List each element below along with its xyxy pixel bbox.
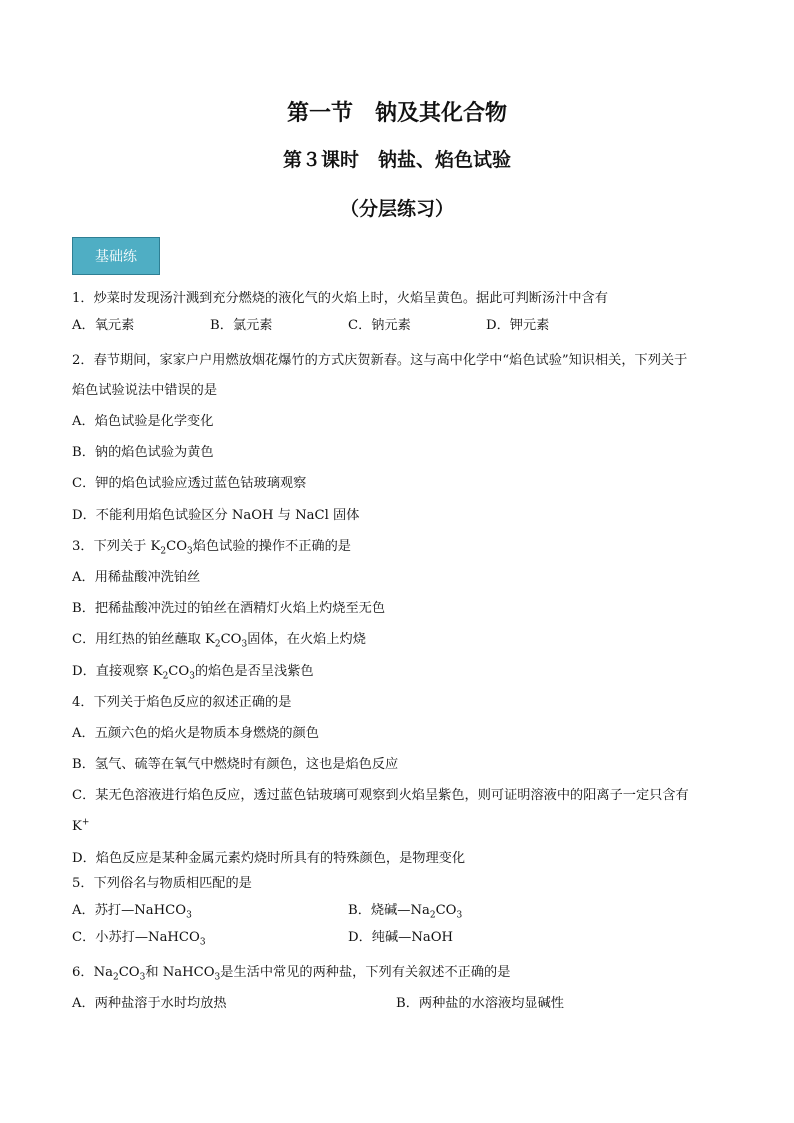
q3-stem-text-1: 3．下列关于 K xyxy=(72,539,161,554)
q6-stem-text-2: CO xyxy=(118,965,140,980)
q5-option-b-text-1: B．烧碱—Na xyxy=(348,903,430,918)
q3-option-b: B．把稀盐酸冲洗过的铂丝在酒精灯火焰上灼烧至无色 xyxy=(72,601,386,616)
q4-option-c-ion: K xyxy=(72,819,82,834)
q4-option-b: B．氢气、硫等在氧气中燃烧时有颜色，这也是焰色反应 xyxy=(72,757,399,772)
q3-option-c-text-3: 固体，在火焰上灼烧 xyxy=(247,632,366,647)
q6-stem-text-3: 和 NaHCO xyxy=(145,965,215,980)
q3-option-c-sub-1: 2 xyxy=(214,639,221,650)
q4-option-a: A．五颜六色的焰火是物质本身燃烧的颜色 xyxy=(72,726,319,741)
q2-option-b: B．钠的焰色试验为黄色 xyxy=(72,445,214,460)
q3-stem xyxy=(72,538,351,556)
q3-option-c xyxy=(72,631,366,649)
q5-option-b-sub-2: 3 xyxy=(456,910,463,921)
section-title: 第一节 钠及其化合物 xyxy=(286,101,507,126)
lesson-title: 第３课时 钠盐、焰色试验 xyxy=(282,149,511,171)
q6-option-a: A．两种盐溶于水时均放热 xyxy=(72,996,227,1011)
q2-stem-line2: 焰色试验说法中错误的是 xyxy=(72,383,218,398)
q5-option-a xyxy=(72,902,192,920)
q2-option-c: C．钾的焰色试验应透过蓝色钴玻璃观察 xyxy=(72,476,307,491)
q5-option-b-sub-1: 2 xyxy=(429,910,436,921)
q4-option-d: D．焰色反应是某种金属元素灼烧时所具有的特殊颜色，是物理变化 xyxy=(72,851,466,866)
q3-option-c-text-2: CO xyxy=(220,632,242,647)
q5-option-b-text-2: CO xyxy=(435,903,457,918)
exercise-subtitle: （分层练习） xyxy=(339,198,454,220)
q1-option-a: A．氧元素 xyxy=(72,318,135,333)
q3-stem-sub-2: 3 xyxy=(187,546,193,557)
q1-option-c: C．钠元素 xyxy=(348,318,411,333)
q5-option-c-text: C．小苏打—NaHCO xyxy=(72,930,200,945)
q6-stem-sub-3: 3 xyxy=(214,972,221,983)
q3-option-a: A．用稀盐酸冲洗铂丝 xyxy=(72,570,201,585)
q1-stem: 1．炒菜时发现汤汁溅到充分燃烧的液化气的火焰上时，火焰呈黄色。据此可判断汤汁中含有 xyxy=(72,291,608,306)
section-badge-basic: 基础练 xyxy=(72,237,160,275)
q3-option-c-text-1: C．用红热的铂丝蘸取 K xyxy=(72,632,215,647)
q5-option-d: D．纯碱—NaOH xyxy=(348,930,454,945)
q3-option-d-text-2: CO xyxy=(168,664,190,679)
q3-option-d-sub-1: 2 xyxy=(162,671,169,682)
q4-option-c-line1: C．某无色溶液进行焰色反应，透过蓝色钴玻璃可观察到火焰呈紫色，则可证明溶液中的阳离子一定只含有 xyxy=(72,788,689,803)
q4-stem: 4．下列关于焰色反应的叙述正确的是 xyxy=(72,695,292,710)
q6-stem-sub-1: 2 xyxy=(112,972,119,983)
q3-option-d-text-3: 的焰色是否呈浅紫色 xyxy=(194,664,314,679)
q2-option-a: A．焰色试验是化学变化 xyxy=(72,414,214,429)
q1-option-d: D．钾元素 xyxy=(486,318,550,333)
q3-option-d-text-1: D．直接观察 K xyxy=(72,664,163,679)
q3-stem-text-2: CO xyxy=(166,539,188,554)
q5-stem: 5．下列俗名与物质相匹配的是 xyxy=(72,876,252,891)
q6-stem xyxy=(72,964,510,982)
q5-option-c-sub: 3 xyxy=(199,937,206,948)
q6-option-b: B．两种盐的水溶液均显碱性 xyxy=(396,996,564,1011)
q5-option-a-text: A．苏打—NaHCO xyxy=(72,903,187,918)
q6-stem-text-1: 6．Na xyxy=(72,965,113,980)
q3-option-d xyxy=(72,663,314,681)
q6-stem-text-4: 是生活中常见的两种盐，下列有关叙述不正确的是 xyxy=(220,965,511,980)
q2-option-d: D．不能利用焰色试验区分 NaOH 与 NaCl 固体 xyxy=(72,508,360,523)
q2-stem-line1: 2．春节期间，家家户户用燃放烟花爆竹的方式庆贺新春。这与高中化学中“焰色试验”知识相关，下列关于 xyxy=(72,353,688,368)
q3-stem-sub-1: 2 xyxy=(160,546,167,557)
q6-stem-sub-2: 3 xyxy=(139,972,146,983)
q4-option-c-charge: + xyxy=(81,817,90,828)
q1-option-b: B．氯元素 xyxy=(210,318,273,333)
q5-option-b xyxy=(348,902,462,920)
q4-option-c-line2 xyxy=(72,818,89,836)
q5-option-c xyxy=(72,929,206,947)
q3-stem-text-3: 焰色试验的操作不正确的是 xyxy=(192,539,351,554)
q3-option-d-sub-2: 3 xyxy=(189,671,195,682)
q3-option-c-sub-2: 3 xyxy=(241,639,248,650)
q5-option-a-sub: 3 xyxy=(186,910,192,921)
